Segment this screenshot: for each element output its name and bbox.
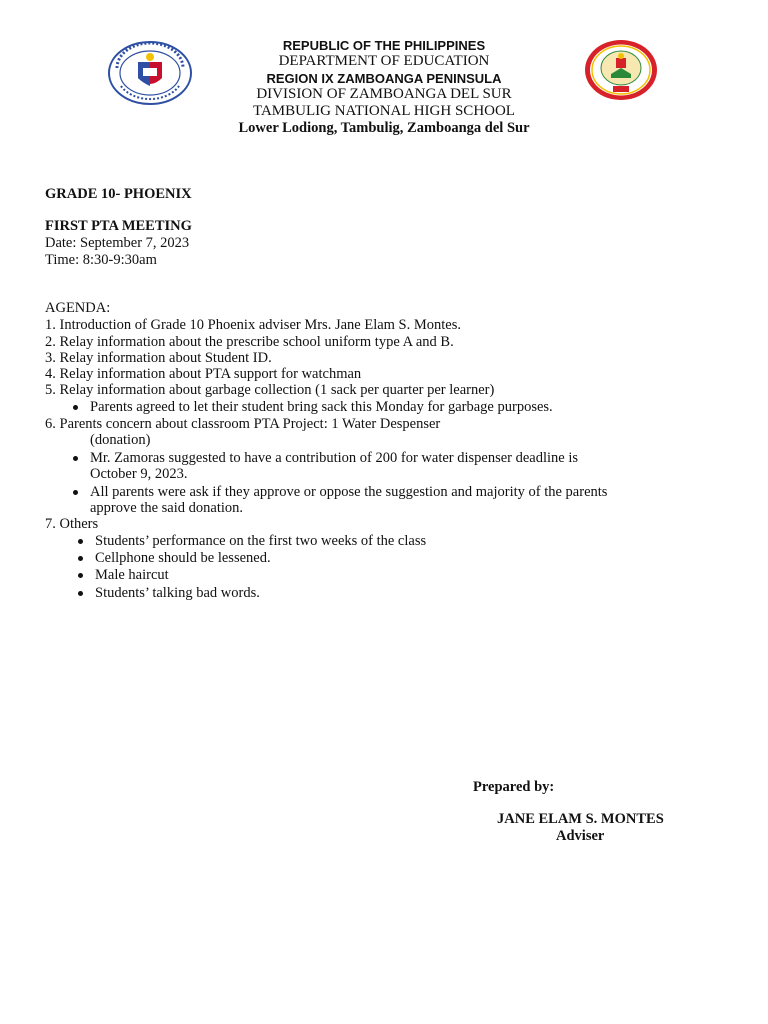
header-division: DIVISION OF ZAMBOANGA DEL SUR bbox=[256, 86, 512, 102]
bullet-icon bbox=[73, 405, 78, 410]
bullet-icon bbox=[78, 556, 83, 561]
section-title: GRADE 10- PHOENIX bbox=[45, 186, 192, 202]
agenda-item-5-note: Parents agreed to let their student bring sack this Monday for garbage purposes. bbox=[90, 399, 553, 415]
header-address: Lower Lodiong, Tambulig, Zamboanga del Sur bbox=[238, 120, 530, 136]
bullet-icon bbox=[78, 539, 83, 544]
bullet-icon bbox=[78, 591, 83, 596]
signatory-name: JANE ELAM S. MONTES bbox=[497, 811, 664, 827]
header-region: REGION IX ZAMBOANGA PENINSULA bbox=[266, 71, 502, 86]
bullet-icon bbox=[73, 456, 78, 461]
agenda-heading: AGENDA: bbox=[45, 300, 111, 316]
agenda-item-6-note-1: Mr. Zamoras suggested to have a contribution of 200 for water dispenser deadline is bbox=[90, 450, 579, 466]
header-school: TAMBULIG NATIONAL HIGH SCHOOL bbox=[253, 103, 515, 119]
agenda-item-6: 6. Parents concern about classroom PTA Project: 1 Water Despenser bbox=[45, 416, 441, 432]
meeting-date: Date: September 7, 2023 bbox=[45, 235, 190, 251]
others-item: Students’ performance on the first two weeks of the class bbox=[95, 533, 427, 549]
agenda-item-6-note-2: All parents were ask if they approve or oppose the suggestion and majority of the parents bbox=[90, 484, 608, 500]
agenda-item-2: 2. Relay information about the prescribe school uniform type A and B. bbox=[45, 334, 454, 350]
agenda-item-1: 1. Introduction of Grade 10 Phoenix adviser Mrs. Jane Elam S. Montes. bbox=[45, 317, 461, 333]
header-republic: REPUBLIC OF THE PHILIPPINES bbox=[282, 38, 486, 53]
agenda-item-4: 4. Relay information about PTA support for watchman bbox=[45, 366, 362, 382]
signatory-title: Adviser bbox=[556, 828, 605, 844]
others-item: Students’ talking bad words. bbox=[95, 585, 260, 601]
header-department: DEPARTMENT OF EDUCATION bbox=[278, 53, 490, 69]
prepared-by-label: Prepared by: bbox=[473, 779, 555, 795]
others-item: Cellphone should be lessened. bbox=[95, 550, 271, 566]
agenda-item-7: 7. Others bbox=[45, 516, 99, 532]
bullet-icon bbox=[78, 573, 83, 578]
agenda-item-6-note-2-continued: approve the said donation. bbox=[90, 500, 244, 516]
agenda-item-6-continued: (donation) bbox=[90, 432, 151, 448]
bullet-icon bbox=[73, 490, 78, 495]
agenda-item-6-note-1-continued: October 9, 2023. bbox=[90, 466, 188, 482]
agenda-item-3: 3. Relay information about Student ID. bbox=[45, 350, 272, 366]
others-item: Male haircut bbox=[95, 567, 169, 583]
meeting-title: FIRST PTA MEETING bbox=[45, 218, 192, 234]
meeting-time: Time: 8:30-9:30am bbox=[45, 252, 157, 268]
agenda-item-5: 5. Relay information about garbage collection (1 sack per quarter per learner) bbox=[45, 382, 495, 398]
